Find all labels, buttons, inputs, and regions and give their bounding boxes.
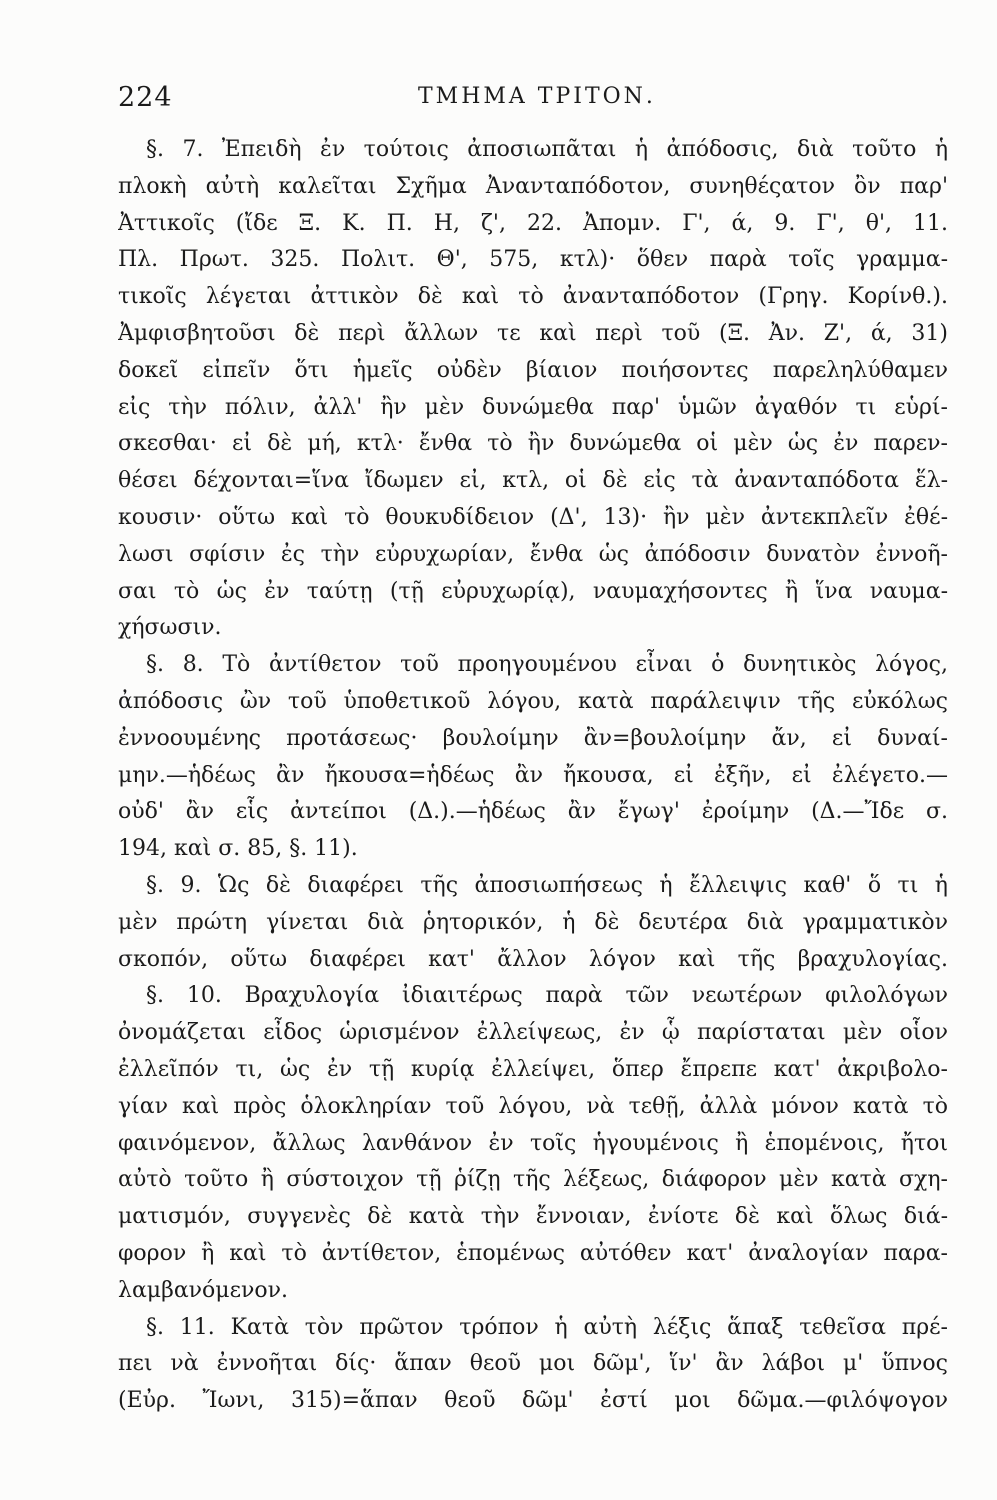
text-line: αὐτὸ τοῦτο ἢ σύστοιχον τῇ ῥίζῃ τῆς λέξεως, διάφορον μὲν κατὰ σχη- (118, 1167, 948, 1193)
text-line: πει νὰ ἐννοῆται δίς· ἅπαν θεοῦ μοι δῶμ', ἵν' ἂν λάβοι μ' ὕπνος (118, 1351, 948, 1377)
text-line: §. 7. Ἐπειδὴ ἐν τούτοις ἀποσιωπᾶται ἡ ἀπόδοσις, διὰ τοῦτο ἡ (146, 137, 948, 162)
text-line: φαινόμενον, ἄλλως λανθάνον ἐν τοῖς ἡγουμένοις ἢ ἑπομένοις, ἤτοι (118, 1130, 948, 1156)
text-line: χήσωσιν. (118, 615, 222, 641)
text-line: σκεσθαι· εἰ δὲ μή, κτλ· ἔνθα τὸ ἢν δυνώμεθα οἱ μὲν ὡς ἐν παρεν- (118, 431, 948, 457)
text-line: ματισμόν, συγγενὲς δὲ κατὰ τὴν ἔννοιαν, ἐνίοτε δὲ καὶ ὅλως διά- (118, 1204, 948, 1230)
text-line: λωσι σφίσιν ἐς τὴν εὐρυχωρίαν, ἔνθα ὡς ἀπόδοσιν δυνατὸν ἐννοῆ- (118, 541, 948, 567)
text-line: ἀπόδοσις ὢν τοῦ ὑποθετικοῦ λόγου, κατὰ παράλειψιν τῆς εὐκόλως (118, 688, 948, 714)
text-line: Πλ. Πρωτ. 325. Πολιτ. Θ', 575, κτλ)· ὅθεν παρὰ τοῖς γραμμα- (118, 247, 948, 273)
running-head: ΤΜΗΜΑ ΤΡΙΤΟΝ. (418, 84, 656, 109)
text-line: εἰς τὴν πόλιν, ἀλλ' ἢν μὲν δυνώμεθα παρ' ὑμῶν ἀγαθόν τι εὑρί- (118, 394, 948, 420)
text-line: θέσει δέχονται=ἵνα ἴδωμεν εἰ, κτλ, οἱ δὲ εἰς τὰ ἀνανταπόδοτα ἕλ- (118, 468, 948, 494)
text-line: ὀνομάζεται εἶδος ὡρισμένον ἐλλείψεως, ἐν ᾧ παρίσταται μὲν οἷον (118, 1020, 948, 1046)
page-header (118, 82, 948, 122)
text-line: §. 8. Τὸ ἀντίθετον τοῦ προηγουμένου εἶναι ὁ δυνητικὸς λόγος, (146, 652, 948, 678)
text-line: §. 9. Ὡς δὲ διαφέρει τῆς ἀποσιωπήσεως ἡ ἔλλειψις καθ' ὅ τι ἡ (146, 872, 948, 898)
text-line: σκοπόν, οὕτω διαφέρει κατ' ἄλλον λόγον καὶ τῆς βραχυλογίας. (118, 946, 948, 972)
text-line: πλοκὴ αὐτὴ καλεῖται Σχῆμα Ἀνανταπόδοτον, συνηθέςατον ὂν παρ' (118, 173, 948, 199)
text-line: (Εὐρ. Ἴωνι, 315)=ἅπαν θεοῦ δῶμ' ἐστί μοι δῶμα.—φιλόψογον (118, 1388, 948, 1414)
text-line: μην.—ἡδέως ἂν ἤκουσα=ἡδέως ἂν ἤκουσα, εἰ ἐξῆν, εἰ ἐλέγετο.— (118, 762, 948, 788)
page-number: 224 (118, 82, 173, 113)
text-line: ἐννοουμένης προτάσεως· βουλοίμην ἂν=βουλοίμην ἄν, εἰ δυναί- (118, 725, 948, 751)
text-line: φορον ἢ καὶ τὸ ἀντίθετον, ἑπομένως αὐτόθεν κατ' ἀναλογίαν παρα- (118, 1240, 948, 1266)
text-line: σαι τὸ ὡς ἐν ταύτῃ (τῇ εὐρυχωρίᾳ), ναυμαχήσοντες ἢ ἵνα ναυμα- (118, 578, 948, 604)
text-line: ἐλλεῖπόν τι, ὡς ἐν τῇ κυρίᾳ ἐλλείψει, ὅπερ ἔπρεπε κατ' ἀκριβολο- (118, 1056, 948, 1082)
text-line: κουσιν· οὕτω καὶ τὸ θουκυδίδειον (Δ', 13)· ἢν μὲν ἀντεκπλεῖν ἐθέ- (118, 504, 948, 530)
text-line: οὐδ' ἂν εἷς ἀντείποι (Δ.).—ἡδέως ἂν ἔγωγ' ἐροίμην (Δ.—Ἴδε σ. (118, 799, 948, 825)
text-line: Ἀττικοῖς (ἴδε Ξ. Κ. Π. Η, ζ', 22. Ἀπομν. Γ', ά, 9. Γ', θ', 11. (118, 210, 948, 236)
text-line: §. 10. Βραχυλογία ἰδιαιτέρως παρὰ τῶν νεωτέρων φιλολόγων (146, 983, 948, 1009)
text-line: 194, καὶ σ. 85, §. 11). (118, 836, 358, 862)
text-line: §. 11. Κατὰ τὸν πρῶτον τρόπον ἡ αὐτὴ λέξις ἅπαξ τεθεῖσα πρέ- (146, 1314, 948, 1340)
text-line: μὲν πρώτη γίνεται διὰ ῥητορικόν, ἡ δὲ δευτέρα διὰ γραμματικὸν (118, 909, 948, 935)
body-text (118, 132, 948, 1420)
text-line: λαμβανόμενον. (118, 1277, 288, 1303)
text-line: γίαν καὶ πρὸς ὁλοκληρίαν τοῦ λόγου, νὰ τεθῇ, ἀλλὰ μόνον κατὰ τὸ (118, 1093, 948, 1119)
text-line: δοκεῖ εἰπεῖν ὅτι ἡμεῖς οὐδὲν βίαιον ποιήσοντες παρεληλύθαμεν (118, 357, 948, 383)
text-line: τικοῖς λέγεται ἀττικὸν δὲ καὶ τὸ ἀνανταπόδοτον (Γρηγ. Κορίνθ.). (118, 284, 948, 310)
text-line: Ἀμφισβητοῦσι δὲ περὶ ἄλλων τε καὶ περὶ τοῦ (Ξ. Ἀν. Ζ', ά, 31) (118, 320, 948, 346)
